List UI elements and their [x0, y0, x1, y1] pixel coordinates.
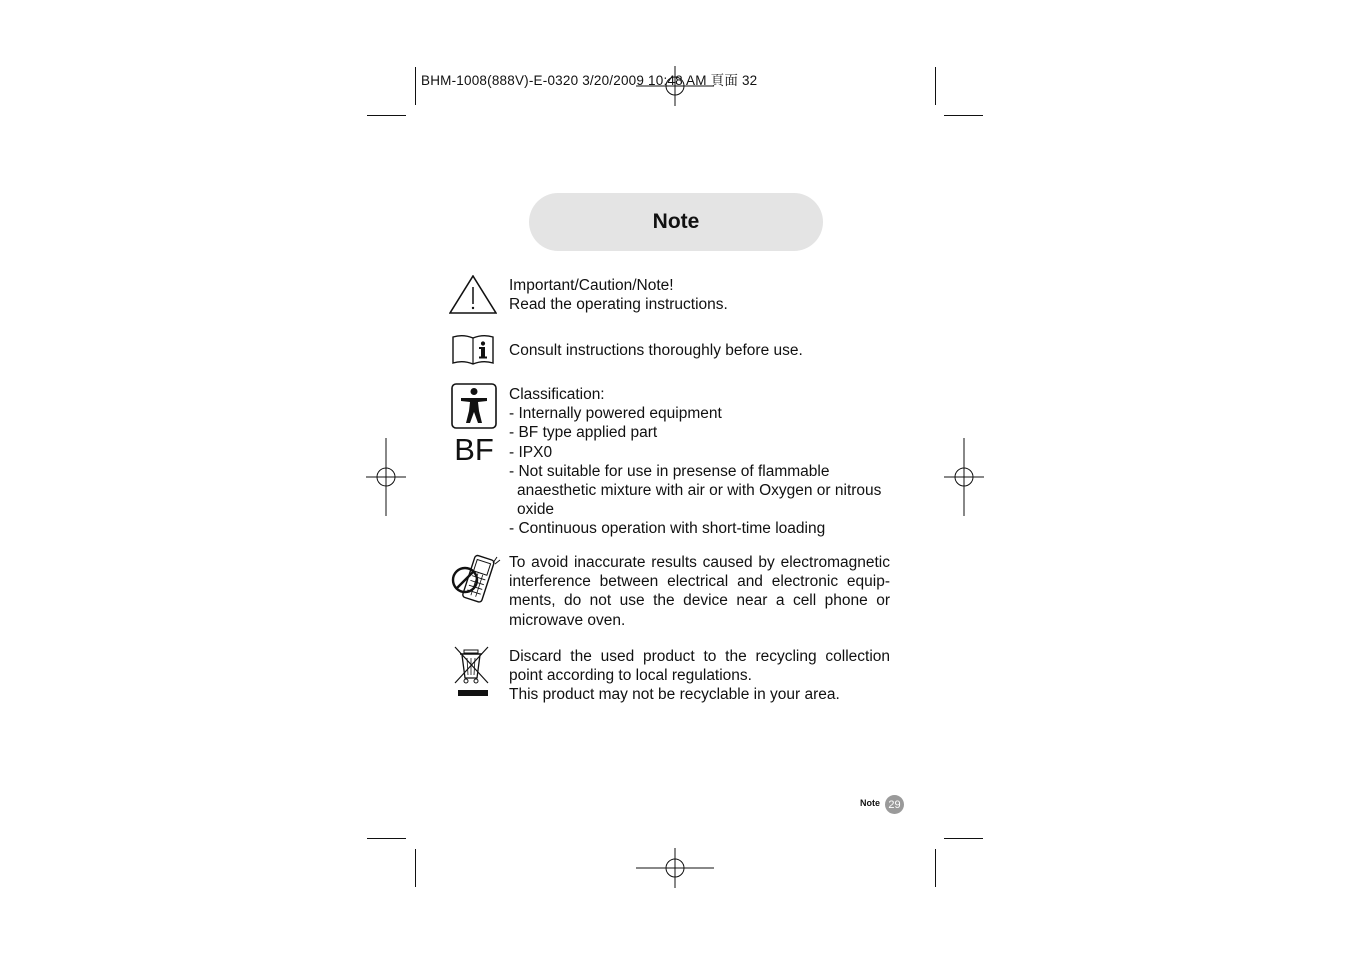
bf-type-applied-part-icon [449, 383, 499, 463]
text-line: oxide [517, 501, 555, 519]
registration-mark-left-icon [366, 438, 406, 516]
text-line: anaesthetic mixture with air or with Oxygen or nitrous [517, 482, 882, 500]
text-line: - Internally powered equipment [509, 405, 722, 423]
crop-mark-top-right-horizontal [944, 115, 983, 116]
registration-mark-right-icon [944, 438, 984, 516]
note-item-classification [449, 383, 890, 543]
interference-text: To avoid inaccurate results caused by electromagnetic interference between electrical and electronic equip-ments, do not use the device near a cell phone or microwave oven. [509, 554, 890, 629]
crop-mark-bottom-left-vertical [415, 849, 416, 887]
crop-mark-top-right-vertical [935, 67, 936, 105]
crop-mark-top-left-vertical [415, 67, 416, 105]
page-title-banner [529, 193, 823, 251]
text-line: - BF type applied part [509, 424, 658, 442]
registration-mark-bottom-icon [636, 848, 714, 888]
text-line: Classification: [509, 386, 605, 403]
warning-text [509, 276, 890, 314]
disposal-text [509, 647, 890, 705]
text-line: - Continuous operation with short-time loading [509, 520, 826, 538]
crop-mark-bottom-right-vertical [935, 849, 936, 887]
text-line: This product may not be recyclable in your area. [509, 686, 840, 704]
note-item-disposal [449, 645, 890, 707]
text-line: - IPX0 [509, 443, 553, 461]
footer-section-label: Note [860, 798, 880, 808]
no-cell-phone-icon [449, 553, 501, 607]
note-item-consult-manual [449, 334, 890, 366]
text-line: Read the operating instructions. [509, 296, 728, 314]
crop-mark-bottom-left-horizontal [367, 838, 406, 839]
note-item-interference [449, 553, 890, 633]
text-line: Important/Caution/Note! [509, 277, 674, 294]
print-slug: BHM-1008(888V)-E-0320 3/20/2009 10:48 AM 頁面 32 [421, 73, 758, 88]
bf-label: BF [454, 432, 494, 463]
note-item-warning [449, 275, 890, 320]
page-number-badge: 29 [885, 795, 904, 814]
warning-triangle-icon [449, 275, 497, 315]
crop-mark-bottom-right-horizontal [944, 838, 983, 839]
text-line: Consult instructions thoroughly before use. [509, 342, 803, 359]
registration-mark-top-icon [636, 66, 714, 106]
text-line: Discard the used product to the recycling collection point according to local regulations. [509, 648, 890, 685]
classification-text [509, 385, 890, 539]
consult-text [509, 341, 890, 360]
manual-info-icon [449, 334, 497, 366]
text-line: - Not suitable for use in presense of flammable [509, 462, 830, 480]
crop-mark-top-left-horizontal [367, 115, 406, 116]
page-title: Note [652, 210, 700, 233]
weee-crossed-bin-icon [449, 645, 497, 699]
